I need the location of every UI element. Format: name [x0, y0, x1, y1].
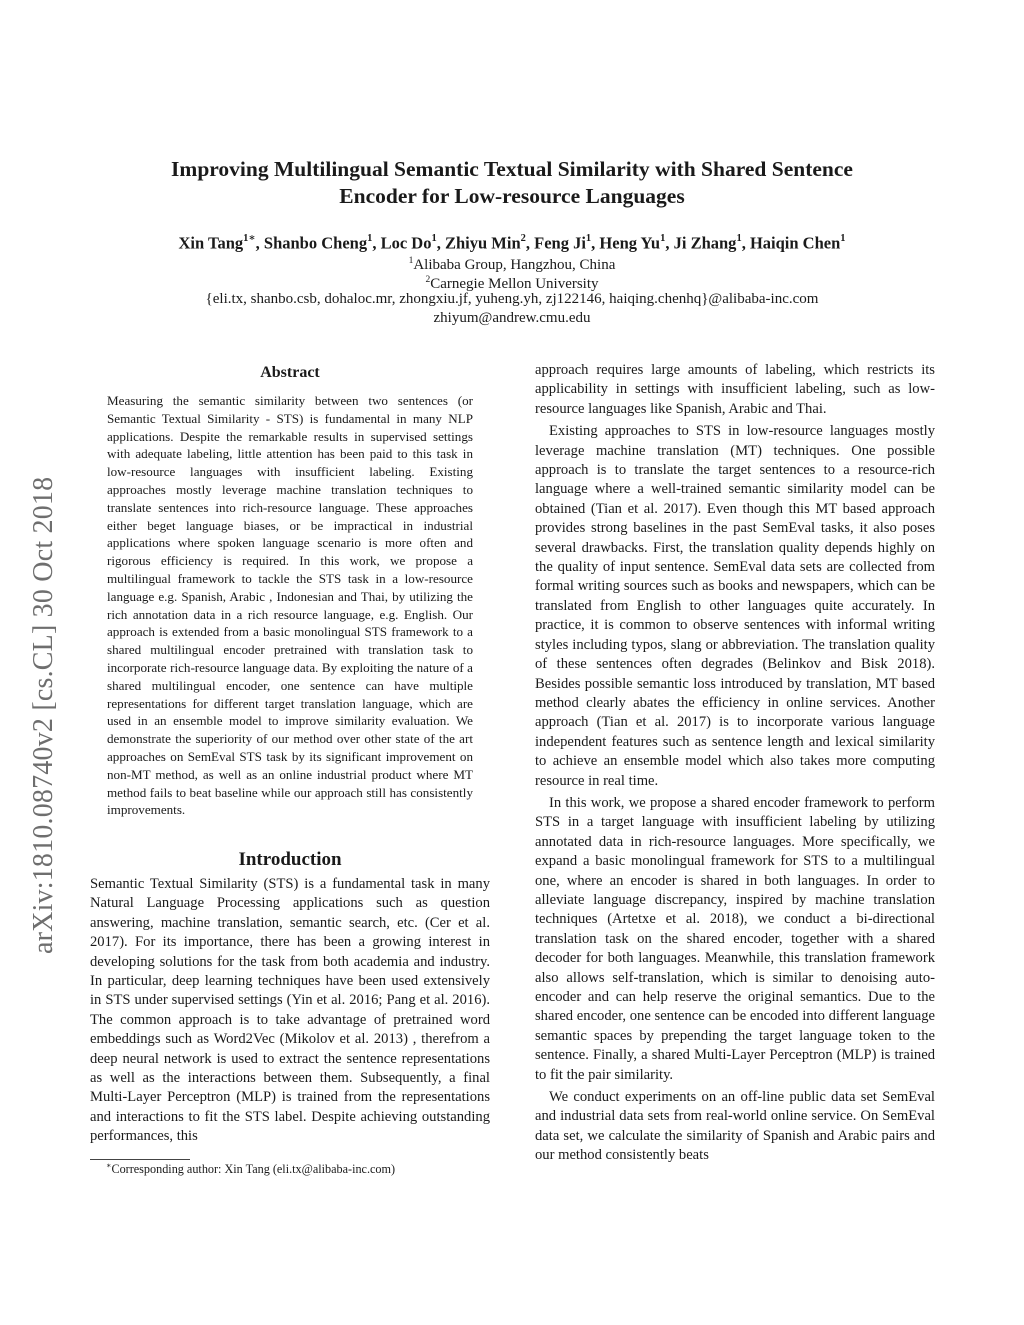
author-name: Shanbo Cheng — [263, 233, 368, 253]
right-column-body — [535, 361, 935, 1166]
affiliation-mark: 2 — [425, 275, 431, 285]
right-paragraph: Existing approaches to STS in low-resource languages mostly leverage machine translation (MT) techniques. One possible approach is to translate the target sentences to a resource-rich language where a well-trained semantic similarity model can be obtained (Tian et al. 2017). Even though this MT based approach provides strong baselines in the past SemEval tasks, it also poses several drawbacks. First, the translation quality depends highly on the quality of input sentence. SemEval data sets are collected from formal writing sources such as books and newspapers, which can be translated from English to other languages quite accurately. In practice, it is common to observe sentences with informal writing styles including typos, slang or abbreviation. The translation quality of these sentences often degrades (Belinkov and Bisk 2018). Besides possible semantic loss introduced by translation, MT based method clearly abates the efficiency in online services. Another approach (Tian et al. 2017) is to incorporate various language independent features such as sentence length and lexical similarity to achieve an ensemble model which also takes more computing resource in real time. — [535, 423, 935, 789]
author-affiliation-mark: 1 — [660, 233, 666, 244]
author-affiliation-mark: 1 — [431, 233, 437, 244]
introduction-body — [90, 875, 490, 1147]
author-list: Xin Tang$^{1∗}$, Shanbo Cheng$^1$, Loc Do$^1$, Zhiyu Min$^2$, Feng Ji$^1$, Heng Yu$^1$, Ji Zhang$^1$, Haiqin Chen$^1$ — [178, 233, 846, 253]
footnote — [106, 1161, 395, 1177]
footnote-mark: ∗ — [106, 1161, 112, 1170]
author-name: Feng Ji — [534, 233, 586, 253]
title-line-2: Encoder for Low-resource Languages — [339, 184, 685, 208]
author-affiliation-mark: 1 — [840, 233, 846, 244]
author-affiliation-mark: 1 — [585, 233, 592, 244]
arxiv-identifier-stamp: arXiv:1810.08740v2 [cs.CL] 30 Oct 2018 — [28, 476, 59, 954]
right-paragraph: In this work, we propose a shared encoder framework to perform STS in a target language with insufficient labeling by utilizing annotated data in rich-resource languages. More specifically, we expand a basic monolingual framework for STS to a multilingual one, where an encoder is shared in both languages. In order to alleviate language discrepancy, inspired by machine translation techniques (Artetxe et al. 2018), we conduct a bi-directional translation task on the shared encoder, together with a shared decoder for both languages. Meanwhile, this translation framework also allows self-translation, which is similar to denoising auto-encoder and can help reserve the original semantics. Due to the shared encoder, one sentence can be encoded into different language semantic spaces by prepending the target language token to the sentence. Finally, a shared Multi-Layer Perceptron (MLP) is trained to fit the pair similarity. — [535, 794, 935, 1083]
author-affiliation-mark: 1 — [736, 233, 742, 244]
author-name: Zhiyu Min — [444, 233, 521, 253]
author-emails: {eli.tx, shanbo.csb, dohaloc.mr, zhongxiu.jf, yuheng.yh, zj122146, haiqing.chenhq}@alibaba-inc.com — [205, 291, 819, 307]
right-paragraph-continued: approach requires large amounts of labeling, which restricts its applicability in settings with insufficient labeling, such as low-resource languages like Spanish, Arabic and Thai. — [535, 362, 935, 417]
paper-title — [60, 156, 964, 210]
footnote-rule — [90, 1159, 190, 1160]
abstract-heading: Abstract — [260, 364, 320, 381]
affiliation-mark: 1 — [408, 256, 414, 266]
footnote-text: Corresponding author: Xin Tang (eli.tx@alibaba-inc.com) — [111, 1162, 396, 1177]
author-affiliation-mark: 2 — [520, 233, 526, 244]
author-name: Loc Do — [380, 233, 432, 253]
abstract-text: Measuring the semantic similarity between two sentences (or Semantic Textual Similarity - STS) is fundamental in many NLP applications. Despite the remarkable results in supervised settings with adequate labeling, little attention has been paid to this task in low-resource languages with insufficient labeling. Existing approaches mostly leverage machine translation techniques to translate sentences into rich-resource language. These approaches either beget language biases, or be impractical in industrial applications where spoken language scenario is more often and rigorous efficiency is required. In this work, we propose a multilingual framework to tackle the STS task in a low-resource language e.g. Spanish, Arabic , Indonesian and Thai, by utilizing the rich annotation data in a rich resource language, e.g. English. Our approach is extended from a basic monolingual STS framework to a shared multilingual encoder pretrained with translation task to incorporate rich-resource language data. By exploiting the nature of a shared multilingual encoder, one sentence can have multiple representations for different target translation language, which are used in an ensemble model to improve similarity evaluation. We demonstrate the superiority of our method over other state of the art approaches on SemEval STS task by its significant improvement on non-MT method, as well as an online industrial product where MT method fails to beat baseline while our approach still has consistently improvements. — [107, 393, 473, 818]
affiliation-text: Alibaba Group, Hangzhou, China — [413, 257, 616, 273]
right-paragraph: We conduct experiments on an off-line public data set SemEval and industrial data sets from real-world online service. On SemEval data set, we calculate the similarity of Spanish and Arabic pairs and our method consistently beats — [535, 1089, 935, 1164]
author-name: Xin Tang — [178, 233, 244, 253]
author-affiliation-mark: 1∗ — [243, 233, 256, 244]
abstract-body — [107, 392, 473, 819]
author-affiliation-mark: 1 — [367, 233, 373, 244]
author-name: Ji Zhang — [673, 233, 737, 253]
introduction-heading: Introduction — [238, 849, 342, 870]
author-name: Heng Yu — [599, 233, 661, 253]
title-line-1: Improving Multilingual Semantic Textual Similarity with Shared Sentence — [171, 157, 853, 181]
affiliation-text: Carnegie Mellon University — [430, 276, 599, 292]
author-name: Haiqin Chen — [749, 233, 841, 253]
introduction-paragraph: Semantic Textual Similarity (STS) is a fundamental task in many Natural Language Processing applications such as question answering, machine translation, semantic search, etc. (Cer et al. 2017). For its importance, there has been a growing interest in developing solutions for the task from both academia and industry. In particular, deep learning techniques have been used extensively in STS under supervised settings (Yin et al. 2016; Pang et al. 2016). The common approach is to take advantage of pretrained word embeddings such as Word2Vec (Mikolov et al. 2013) , therefrom a deep neural network is used to extract the sentence representations as well as the interactions between them. Subsequently, a final Multi-Layer Perceptron (MLP) is trained from the representations and interactions to fit the STS label. Despite achieving outstanding performances, this — [90, 876, 490, 1145]
author-email-secondary: zhiyum@andrew.cmu.edu — [433, 310, 591, 326]
